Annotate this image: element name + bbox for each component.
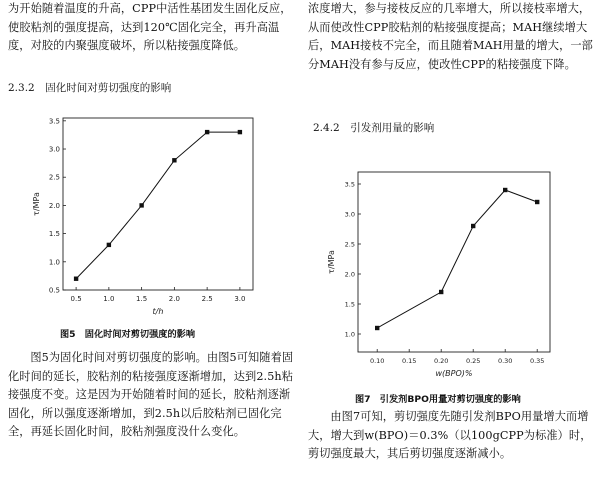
plot-frame: [63, 118, 253, 290]
y-axis-label: τ/MPa: [32, 192, 41, 216]
data-point: [503, 188, 507, 192]
data-point: [238, 130, 242, 134]
y-tick-label: 3.5: [48, 117, 60, 126]
x-tick-label: 0.10: [369, 357, 385, 365]
x-tick-label: 0.20: [433, 357, 449, 365]
left-body-paragraph: 图5为固化时间对剪切强度的影响。由图5可知随着固化时间的延长，胶粘剂的粘接强度逐渐增加，达到2.5h粘接强度不变。这是因为开始随着时间的延长，胶粘剂逐渐固化，所以强度逐渐增加，到2.5h以后胶粘剂已固化完全，再延长固化时间，胶粘剂强度没什么变化。: [8, 351, 294, 438]
x-axis-label: w(BPO)%: [435, 369, 473, 378]
x-tick-label: 0.5: [70, 295, 82, 303]
data-point: [205, 130, 209, 134]
x-tick-label: 0.35: [529, 357, 545, 365]
section-heading-2-4-2: 2.4.2 引发剂用量的影响: [313, 122, 435, 134]
series-line: [377, 190, 537, 328]
y-tick-label: 0.5: [48, 286, 60, 295]
figure-7-caption: 图7 引发剂BPO用量对剪切强度的影响: [355, 394, 521, 405]
y-tick-label: 3.0: [48, 145, 60, 154]
data-point: [471, 224, 475, 228]
x-tick-label: 1.5: [136, 295, 148, 303]
figure-7-chart: [327, 160, 560, 385]
x-tick-label: 2.5: [201, 295, 213, 303]
right-top-paragraph: 浓度增大，参与接枝反应的几率增大，所以接枝率增大，从而使改性CPP胶粘剂的粘接强度提高；MAH继续增大后，MAH接枝不完全，而且随着MAH用量的增大，一部分MAH没有参与反应，使改性CPP的粘接强度下降。: [308, 2, 593, 71]
y-tick-label: 1.5: [48, 230, 60, 239]
data-point: [535, 200, 539, 204]
left-top-paragraph: 为开始随着温度的升高，CPP中活性基团发生固化反应，使胶粘剂的强度提高，达到120℃固化完全，再升高温度，对胶的内聚强度破坏，所以粘接强度降低。: [8, 2, 292, 52]
data-point: [107, 243, 111, 247]
x-tick-label: 1.0: [103, 295, 115, 303]
y-tick-label: 2.0: [48, 201, 60, 210]
x-tick-label: 2.0: [168, 295, 180, 303]
data-point: [74, 277, 78, 281]
data-point: [139, 203, 143, 207]
x-tick-label: 0.15: [401, 357, 417, 365]
data-point: [439, 290, 443, 294]
y-tick-label: 1.5: [344, 300, 355, 309]
y-tick-label: 1.0: [48, 258, 60, 267]
plot-frame: [358, 172, 550, 352]
figure-5-chart: [32, 98, 273, 318]
x-axis-label: t/h: [152, 307, 164, 316]
x-tick-label: 0.30: [497, 357, 513, 365]
data-point: [375, 326, 379, 330]
y-tick-label: 2.0: [344, 270, 355, 279]
y-axis-label: τ/MPa: [327, 250, 336, 274]
section-heading-2-3-2: 2.3.2 固化时间对剪切强度的影响: [8, 82, 172, 94]
y-tick-label: 1.0: [344, 330, 355, 339]
data-point: [172, 158, 176, 162]
series-line: [76, 132, 240, 279]
y-tick-label: 3.5: [344, 180, 355, 189]
x-tick-label: 0.25: [465, 357, 481, 365]
figure-5-caption: 图5 固化时间对剪切强度的影响: [60, 329, 196, 340]
x-tick-label: 3.0: [234, 295, 246, 303]
y-tick-label: 3.0: [344, 210, 355, 219]
right-body-paragraph: 由图7可知，剪切强度先随引发剂BPO用量增大而增大，增大到w(BPO)＝0.3%（以100gCPP为标准）时，剪切强度最大，其后剪切强度逐渐减小。: [308, 410, 592, 460]
y-tick-label: 2.5: [344, 240, 355, 249]
y-tick-label: 2.5: [48, 173, 60, 182]
